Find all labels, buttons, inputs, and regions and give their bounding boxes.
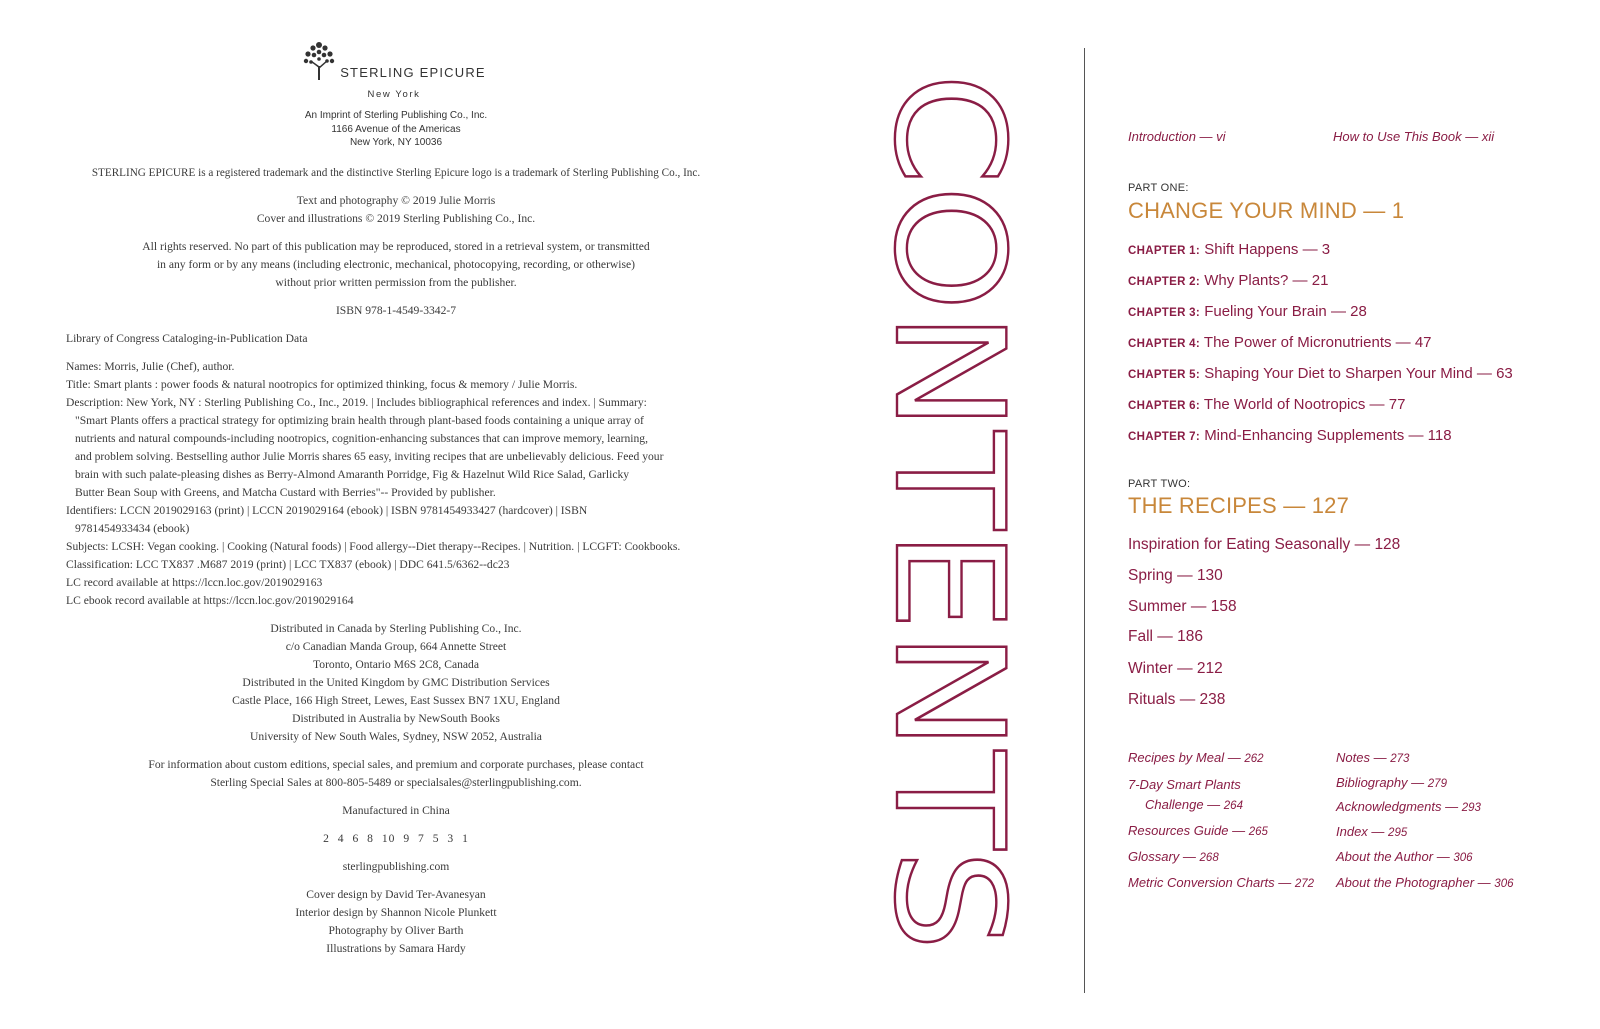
manufactured-in: Manufactured in China xyxy=(342,803,450,817)
section-title: Summer xyxy=(1128,598,1187,615)
toc-page: vi xyxy=(1216,129,1226,144)
credit-line: Interior design by Shannon Nicole Plunkett xyxy=(295,905,497,919)
part-two-label: PART TWO: xyxy=(1128,478,1191,490)
toc-sep: — xyxy=(1472,365,1497,382)
distribution-line: Castle Place, 166 High Street, Lewes, East Sussex BN7 1XU, England xyxy=(232,693,560,707)
toc-page: 268 xyxy=(1199,852,1219,864)
design-credits xyxy=(66,886,726,958)
distribution-line: Distributed in Canada by Sterling Publishing Co., Inc. xyxy=(270,621,522,635)
toc-page: 28 xyxy=(1350,303,1367,320)
copyright-line: Cover and illustrations © 2019 Sterling Publishing Co., Inc. xyxy=(256,211,536,225)
toc-page: 130 xyxy=(1196,567,1223,584)
chapter-number: CHAPTER 7: xyxy=(1128,431,1201,443)
toc-sep: — xyxy=(1369,750,1391,765)
back-title: Acknowledgments xyxy=(1336,799,1442,814)
cip-line: 9781454933434 (ebook) xyxy=(75,521,190,535)
toc-page: xii xyxy=(1481,129,1495,144)
cip-data xyxy=(66,358,726,610)
toc-sep: — xyxy=(1461,129,1482,144)
loc-heading: Library of Congress Cataloging-in-Publication Data xyxy=(66,331,308,345)
printing-line: 2 4 6 8 10 9 7 5 3 1 xyxy=(323,831,469,845)
copyright-page xyxy=(66,40,726,958)
toc-chapter[interactable] xyxy=(1128,396,1405,413)
toc-chapter[interactable] xyxy=(1128,427,1452,444)
cip-line: and problem solving. Bestselling author Julie Morris shares 65 easy, inviting recipes that are unbelievably delicious. Feed your xyxy=(75,449,664,463)
section-title: Spring xyxy=(1128,567,1173,584)
toc-recipe-section[interactable] xyxy=(1128,598,1237,616)
toc-sep: — xyxy=(1404,427,1428,444)
toc-sep: — xyxy=(1326,303,1351,320)
distribution-info xyxy=(66,620,726,746)
chapter-number: CHAPTER 6: xyxy=(1128,400,1201,412)
back-title: Glossary xyxy=(1128,849,1180,864)
toc-page: 77 xyxy=(1388,396,1406,413)
logo-place: New York xyxy=(367,89,421,100)
tree-icon xyxy=(302,40,336,80)
chapter-title: Mind-Enhancing Supplements xyxy=(1204,427,1405,444)
cip-line: Identifiers: LCCN 2019029163 (print) | LCCN 2019029164 (ebook) | ISBN 9781454933427 (hardcover) | ISBN xyxy=(66,503,588,517)
publisher-logo xyxy=(62,40,726,100)
cip-line: nutrients and natural compounds-including nootropics, cognition-enhancing substances that can improve memory, learning, xyxy=(75,431,648,445)
back-title: Challenge xyxy=(1145,797,1204,812)
copyright-notice xyxy=(66,192,726,228)
chapter-number: CHAPTER 5: xyxy=(1128,369,1201,381)
distribution-line: University of New South Wales, Sydney, NSW 2052, Australia xyxy=(250,729,542,743)
toc-chapter[interactable] xyxy=(1128,272,1328,289)
toc-page: 158 xyxy=(1210,598,1237,615)
toc-back-entry[interactable] xyxy=(1336,775,1447,790)
rights-line: in any form or by any means (including electronic, mechanical, photocopying, recording, or otherwise) xyxy=(156,257,636,271)
toc-sep: — xyxy=(1152,628,1178,645)
toc-sep: — xyxy=(1367,824,1389,839)
part-two-title[interactable]: THE RECIPES — 127 xyxy=(1128,493,1350,518)
toc-page: 295 xyxy=(1388,827,1408,839)
cip-line: LC record available at https://lccn.loc.gov/2019029163 xyxy=(66,575,323,589)
credit-line: Illustrations by Samara Hardy xyxy=(326,941,466,955)
toc-chapter[interactable] xyxy=(1128,365,1513,382)
table-of-contents xyxy=(1128,0,1588,1029)
toc-back-entry[interactable] xyxy=(1336,849,1473,864)
toc-page: 306 xyxy=(1453,852,1473,864)
toc-sep: — xyxy=(1407,775,1428,790)
back-title: Index xyxy=(1336,824,1368,839)
rights-line: All rights reserved. No part of this publication may be reproduced, stored in a retrieval system, or transmitted xyxy=(142,239,650,253)
toc-recipe-section[interactable] xyxy=(1128,691,1225,709)
chapter-title: Fueling Your Brain xyxy=(1204,303,1327,320)
toc-page: 272 xyxy=(1294,878,1315,890)
imprint-line: 1166 Avenue of the Americas xyxy=(331,123,461,135)
toc-page: 63 xyxy=(1496,365,1513,382)
section-title: Rituals xyxy=(1128,691,1176,708)
credit-line: Photography by Oliver Barth xyxy=(328,923,464,937)
toc-back-entry[interactable] xyxy=(1128,875,1314,890)
distribution-line: Toronto, Ontario M6S 2C8, Canada xyxy=(313,657,479,671)
toc-recipe-section[interactable] xyxy=(1128,567,1223,585)
page-gutter-divider xyxy=(1084,48,1085,993)
back-title: Notes xyxy=(1336,750,1370,765)
toc-back-entry[interactable] xyxy=(1336,875,1513,890)
publisher-website: sterlingpublishing.com xyxy=(342,859,450,873)
imprint-line: An Imprint of Sterling Publishing Co., Inc. xyxy=(304,110,488,121)
toc-chapter[interactable] xyxy=(1128,303,1367,320)
special-sales-info xyxy=(66,756,726,792)
cip-line: Description: New York, NY : Sterling Publishing Co., Inc., 2019. | Includes bibliographical references and index. | Summary: xyxy=(66,395,647,409)
contents-heading xyxy=(861,73,1035,953)
back-title: Metric Conversion Charts xyxy=(1128,875,1275,890)
toc-sep: — xyxy=(1274,875,1295,890)
copyright-line: Text and photography © 2019 Julie Morris xyxy=(296,193,496,207)
toc-recipe-section[interactable] xyxy=(1128,660,1223,678)
section-title: Winter xyxy=(1128,660,1173,677)
imprint-line: New York, NY 10036 xyxy=(349,137,443,148)
toc-sep: — xyxy=(1195,129,1217,144)
toc-back-entry[interactable] xyxy=(1128,750,1264,765)
toc-chapter[interactable] xyxy=(1128,334,1432,351)
toc-sep: — xyxy=(1433,849,1454,864)
rights-line: without prior written permission from the publisher. xyxy=(275,275,517,289)
sales-line: Sterling Special Sales at 800-805-5489 or specialsales@sterlingpublishing.com. xyxy=(210,775,582,789)
toc-recipe-section[interactable] xyxy=(1128,628,1203,646)
toc-sep: — xyxy=(1441,799,1462,814)
toc-page: 238 xyxy=(1199,691,1226,708)
back-title: About the Photographer xyxy=(1336,875,1475,890)
chapter-number: CHAPTER 3: xyxy=(1128,307,1201,319)
toc-entry-title: How to Use This Book xyxy=(1333,129,1462,144)
chapter-title: Shaping Your Diet to Sharpen Your Mind xyxy=(1204,365,1473,382)
toc-back-entry[interactable] xyxy=(1336,750,1409,765)
contents-wordmark-text: CONTENTS xyxy=(861,73,1035,894)
toc-page: 262 xyxy=(1244,753,1264,765)
toc-sep: — xyxy=(1203,797,1224,812)
toc-page: 212 xyxy=(1196,660,1223,677)
section-title: Inspiration for Eating Seasonally xyxy=(1128,536,1351,553)
toc-chapter[interactable] xyxy=(1128,241,1330,258)
toc-sep: — xyxy=(1172,567,1197,584)
back-title: Resources Guide xyxy=(1128,823,1229,838)
cip-line: "Smart Plants offers a practical strategy for optimizing brain health through plant-based foods containing a unique array of xyxy=(75,413,644,427)
chapter-number: CHAPTER 2: xyxy=(1128,276,1201,288)
sales-line: For information about custom editions, special sales, and premium and corporate purchases, please contact xyxy=(148,757,644,771)
toc-sep: — xyxy=(1365,396,1389,413)
trademark-notice: STERLING EPICURE is a registered trademark and the distinctive Sterling Epicure logo is a trademark of Sterling Publishing Co., Inc. xyxy=(91,166,701,179)
toc-sep: — xyxy=(1298,241,1322,258)
distribution-line: Distributed in Australia by NewSouth Books xyxy=(292,711,500,725)
back-title: 7-Day Smart Plants xyxy=(1128,777,1241,792)
toc-entry-title: Introduction xyxy=(1128,129,1196,144)
toc-page: 273 xyxy=(1390,753,1410,765)
isbn: ISBN 978-1-4549-3342-7 xyxy=(335,303,457,317)
cip-line: Title: Smart plants : power foods & natural nootropics for optimized thinking, focus & memory / Julie Morris. xyxy=(66,377,578,391)
credit-line: Cover design by David Ter-Avanesyan xyxy=(306,887,486,901)
toc-back-entry-continued[interactable] xyxy=(1145,797,1243,812)
toc-page: 264 xyxy=(1223,800,1243,812)
toc-sep: — xyxy=(1224,750,1245,765)
toc-page: 279 xyxy=(1427,778,1447,790)
chapter-title: The World of Nootropics xyxy=(1203,396,1366,413)
toc-entry-how-to-use[interactable] xyxy=(1333,129,1494,144)
cip-line: LC ebook record available at https://lccn.loc.gov/2019029164 xyxy=(66,593,354,607)
cip-line: Butter Bean Soup with Greens, and Matcha Custard with Berries"-- Provided by publisher. xyxy=(75,485,496,499)
chapter-number: CHAPTER 1: xyxy=(1128,245,1201,257)
distribution-line: c/o Canadian Manda Group, 664 Annette Street xyxy=(285,639,507,653)
chapter-title: Shift Happens xyxy=(1204,241,1299,258)
chapter-number: CHAPTER 4: xyxy=(1128,338,1201,350)
section-title: Fall xyxy=(1128,628,1153,645)
cip-line: Names: Morris, Julie (Chef), author. xyxy=(66,359,235,373)
imprint-address xyxy=(66,109,726,150)
toc-page: 186 xyxy=(1177,628,1203,645)
toc-sep: — xyxy=(1391,334,1415,351)
toc-page: 118 xyxy=(1427,427,1452,444)
part-one-title[interactable]: CHANGE YOUR MIND — 1 xyxy=(1128,198,1405,223)
toc-sep: — xyxy=(1179,849,1200,864)
rights-notice xyxy=(66,238,726,292)
toc-sep: — xyxy=(1228,823,1249,838)
toc-sep: — xyxy=(1186,598,1211,615)
back-title: Bibliography xyxy=(1336,775,1408,790)
logo-name: STERLING EPICURE xyxy=(340,65,486,80)
cip-line: brain with such palate-pleasing dishes as Berry-Almond Amaranth Porridge, Fig & Hazelnut Wild Rice Salad, Garlicky xyxy=(75,467,630,481)
cip-line: Subjects: LCSH: Vegan cooking. | Cooking (Natural foods) | Food allergy--Diet therapy--Recipes. | Nutrition. | LCGFT: Cookbooks. xyxy=(66,539,681,553)
contents-wordmark xyxy=(861,73,1035,953)
toc-page: 21 xyxy=(1311,272,1329,289)
toc-back-entry[interactable] xyxy=(1128,849,1219,864)
toc-entry-introduction[interactable] xyxy=(1128,129,1226,144)
toc-sep: — xyxy=(1350,536,1375,553)
toc-sep: — xyxy=(1288,272,1312,289)
toc-page: 306 xyxy=(1494,878,1514,890)
distribution-line: Distributed in the United Kingdom by GMC Distribution Services xyxy=(242,675,550,689)
toc-back-entry[interactable] xyxy=(1336,799,1481,814)
back-title: Recipes by Meal xyxy=(1128,750,1225,765)
toc-recipe-section[interactable] xyxy=(1128,536,1400,554)
toc-page: 293 xyxy=(1461,802,1481,814)
toc-sep: — xyxy=(1474,875,1495,890)
toc-sep: — xyxy=(1175,691,1200,708)
toc-page: 128 xyxy=(1374,536,1401,553)
toc-back-entry[interactable] xyxy=(1128,777,1241,792)
toc-sep: — xyxy=(1172,660,1197,677)
toc-page: 47 xyxy=(1414,334,1432,351)
chapter-title: The Power of Micronutrients xyxy=(1203,334,1392,351)
back-title: About the Author xyxy=(1336,849,1434,864)
toc-back-entry[interactable] xyxy=(1128,823,1268,838)
toc-page: 3 xyxy=(1321,241,1331,258)
cip-line: Classification: LCC TX837 .M687 2019 (print) | LCC TX837 (ebook) | DDC 641.5/6362--dc23 xyxy=(66,557,510,571)
toc-back-entry[interactable] xyxy=(1336,824,1407,839)
chapter-title: Why Plants? xyxy=(1204,272,1289,289)
part-one-label: PART ONE: xyxy=(1128,182,1189,194)
toc-page: 265 xyxy=(1248,826,1268,838)
